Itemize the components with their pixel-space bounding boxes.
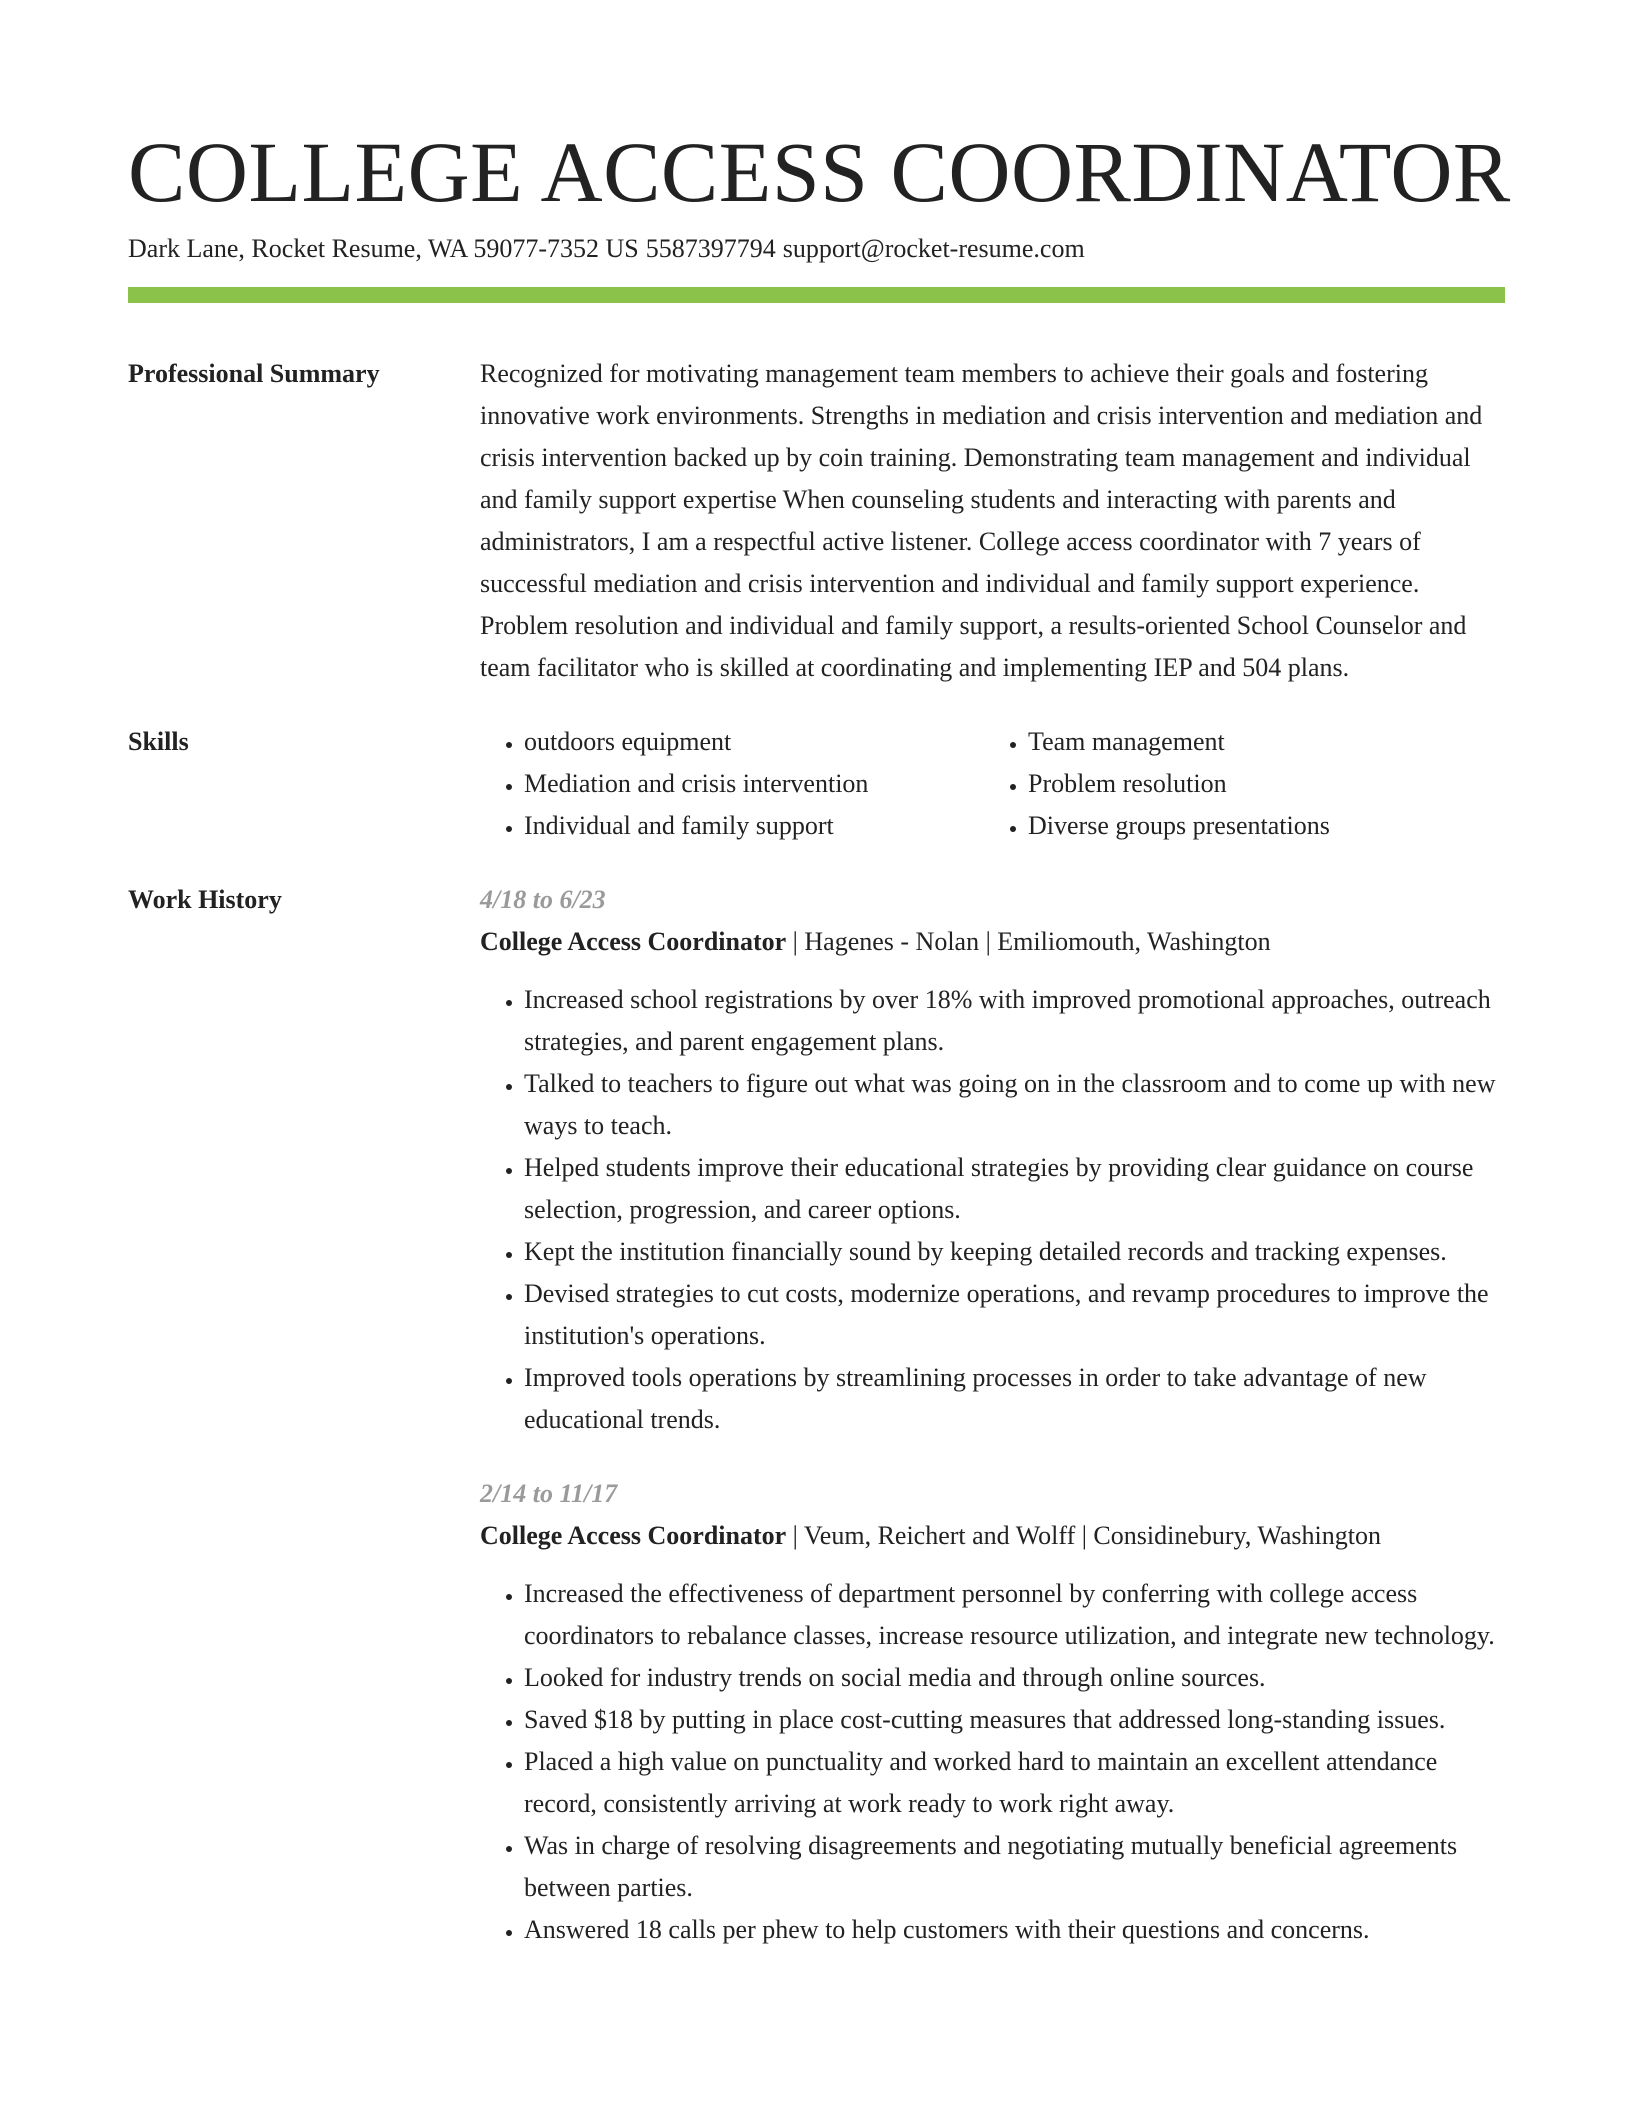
skills-section (128, 721, 1505, 847)
summary-heading: Professional Summary (128, 359, 380, 388)
skill-item: • outdoors equipment (524, 721, 984, 763)
job-bullet: • Kept the institution financially sound by keeping detailed records and tracking expenses. (524, 1231, 1505, 1273)
contact-address: Dark Lane, Rocket Resume, WA 59077-7352 US (128, 234, 639, 263)
job-entry (480, 1473, 1505, 1951)
work-history-heading: Work History (128, 885, 282, 914)
job-heading (480, 921, 1505, 963)
job-dates: 2/14 to 11/17 (480, 1479, 618, 1508)
summary-text: Recognized for motivating management team members to achieve their goals and fostering innovative work environments. Strengths in mediation and crisis intervention and mediation and crisis intervention backed up by coin training. Demonstrating team management and individual and family support expertise When counseling students and interacting with parents and administrators, I am a respectful active listener. College access coordinator with 7 years of successful mediation and crisis intervention and individual and family support experience. Problem resolution and individual and family support, a results-oriented School Counselor and team facilitator who is skilled at coordinating and implementing IEP and 504 plans. (480, 359, 1483, 682)
header-accent-rule (128, 287, 1505, 303)
contact-phone: 5587397794 (645, 234, 776, 263)
skill-item: • Team management (1028, 721, 1488, 763)
skill-item: • Diverse groups presentations (1028, 805, 1488, 847)
job-bullet: • Increased the effectiveness of department personnel by conferring with college access coordinators to rebalance classes, increase resource utilization, and integrate new technology. (524, 1573, 1505, 1657)
job-title: College Access Coordinator (480, 1521, 787, 1550)
job-bullet: • Saved $18 by putting in place cost-cutting measures that addressed long-standing issues. (524, 1699, 1505, 1741)
job-company-line: | Veum, Reichert and Wolff | Considinebury, Washington (786, 1521, 1381, 1550)
contact-email[interactable]: support@rocket-resume.com (782, 234, 1085, 263)
job-entry (480, 879, 1505, 1441)
resume-title: COLLEGE ACCESS COORDINATOR (128, 124, 1511, 220)
job-bullet: • Answered 18 calls per phew to help customers with their questions and concerns. (524, 1909, 1505, 1951)
job-company-line: | Hagenes - Nolan | Emiliomouth, Washington (786, 927, 1271, 956)
job-bullets (480, 979, 1505, 1441)
job-title: College Access Coordinator (480, 927, 787, 956)
skill-item: • Mediation and crisis intervention (524, 763, 984, 805)
job-bullet: • Placed a high value on punctuality and worked hard to maintain an excellent attendance record, consistently arriving at work ready to work right away. (524, 1741, 1505, 1825)
skill-item: • Problem resolution (1028, 763, 1488, 805)
job-bullet: • Improved tools operations by streamlining processes in order to take advantage of new educational trends. (524, 1357, 1505, 1441)
job-bullet: • Devised strategies to cut costs, modernize operations, and revamp procedures to improve the institution's operations. (524, 1273, 1505, 1357)
job-dates: 4/18 to 6/23 (480, 885, 606, 914)
skills-list-left (480, 721, 984, 847)
contact-line (128, 232, 1505, 266)
job-bullet: • Was in charge of resolving disagreements and negotiating mutually beneficial agreements between parties. (524, 1825, 1505, 1909)
resume-page (128, 0, 1511, 1951)
skills-list-right (984, 721, 1488, 847)
job-bullet: • Looked for industry trends on social media and through online sources. (524, 1657, 1505, 1699)
skills-heading: Skills (128, 727, 189, 756)
job-bullets (480, 1573, 1505, 1951)
job-bullet: • Helped students improve their educational strategies by providing clear guidance on course selection, progression, and career options. (524, 1147, 1505, 1231)
job-bullet: • Talked to teachers to figure out what was going on in the classroom and to come up with new ways to teach. (524, 1063, 1505, 1147)
summary-section (128, 353, 1505, 689)
skills-grid (480, 721, 1505, 847)
work-history-section (128, 879, 1505, 1951)
job-bullet: • Increased school registrations by over 18% with improved promotional approaches, outreach strategies, and parent engagement plans. (524, 979, 1505, 1063)
job-heading (480, 1515, 1505, 1557)
skill-item: • Individual and family support (524, 805, 984, 847)
